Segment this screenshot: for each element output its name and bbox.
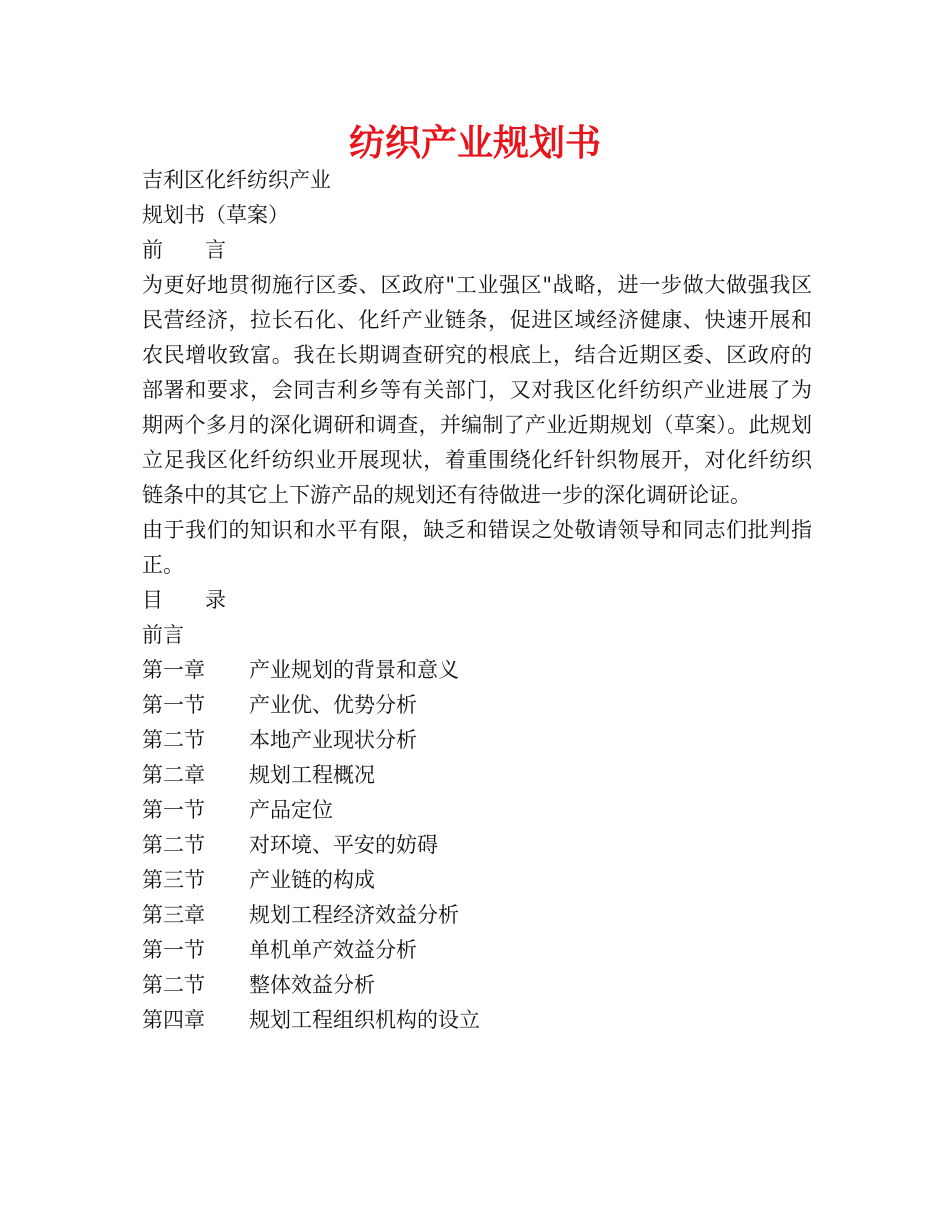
toc-number: 第一节 xyxy=(142,798,205,822)
toc-number: 第三章 xyxy=(142,903,205,927)
toc-row xyxy=(142,898,812,933)
toc-text: 规划工程概况 xyxy=(249,763,375,787)
preface-paragraph-1: 为更好地贯彻施行区委、区政府"工业强区"战略，进一步做大做强我区民营经济，拉长石化、化纤产业链条，促进区域经济健康、快速开展和农民增收致富。我在长期调查研究的根底上，结合近期区委、区政府的部署和要求，会同吉利乡等有关部门，又对我区化纤纺织产业进展了为期两个多月的深化调研和调查，并编制了产业近期规划（草案）。此规划立足我区化纤纺织业开展现状，着重围绕化纤针织物展开，对化纤纺织链条中的其它上下游产品的规划还有待做进一步的深化调研论证。 xyxy=(142,273,812,507)
toc-text: 规划工程经济效益分析 xyxy=(249,903,459,927)
preface-heading: 前 言 xyxy=(142,238,226,262)
toc-text: 单机单产效益分析 xyxy=(249,938,417,962)
toc-text: 产业优、优势分析 xyxy=(249,693,417,717)
toc-text: 产业链的构成 xyxy=(249,868,375,892)
toc-number: 第二节 xyxy=(142,973,205,997)
toc-number: 第二章 xyxy=(142,763,205,787)
toc-row xyxy=(142,793,812,828)
toc-text: 对环境、平安的妨碍 xyxy=(249,833,438,857)
toc-row xyxy=(142,933,812,968)
document-body xyxy=(142,163,812,1038)
toc-text: 产品定位 xyxy=(249,798,333,822)
toc-number: 第四章 xyxy=(142,1008,205,1032)
toc-row xyxy=(142,758,812,793)
toc-number: 第一章 xyxy=(142,658,205,682)
toc-row xyxy=(142,968,812,1003)
toc-text: 整体效益分析 xyxy=(249,973,375,997)
document-title: 纺织产业规划书 xyxy=(348,123,601,164)
toc-number: 第一节 xyxy=(142,693,205,717)
toc-row xyxy=(142,723,812,758)
toc-row xyxy=(142,828,812,863)
toc-number: 第一节 xyxy=(142,938,205,962)
subtitle-line-2: 规划书（草案） xyxy=(142,203,289,227)
toc-preface: 前言 xyxy=(142,623,184,647)
toc-row xyxy=(142,688,812,723)
toc-heading: 目 录 xyxy=(142,588,226,612)
subtitle-line-1: 吉利区化纤纺织产业 xyxy=(142,168,331,192)
toc-text: 产业规划的背景和意义 xyxy=(249,658,459,682)
preface-paragraph-2: 由于我们的知识和水平有限，缺乏和错误之处敬请领导和同志们批判指正。 xyxy=(142,518,812,577)
toc-row xyxy=(142,653,812,688)
toc-text: 本地产业现状分析 xyxy=(249,728,417,752)
toc-number: 第二节 xyxy=(142,728,205,752)
toc-row xyxy=(142,863,812,898)
toc-number: 第二节 xyxy=(142,833,205,857)
toc-number: 第三节 xyxy=(142,868,205,892)
toc-row xyxy=(142,1003,812,1038)
table-of-contents xyxy=(142,653,812,1038)
toc-text: 规划工程组织机构的设立 xyxy=(249,1008,480,1032)
